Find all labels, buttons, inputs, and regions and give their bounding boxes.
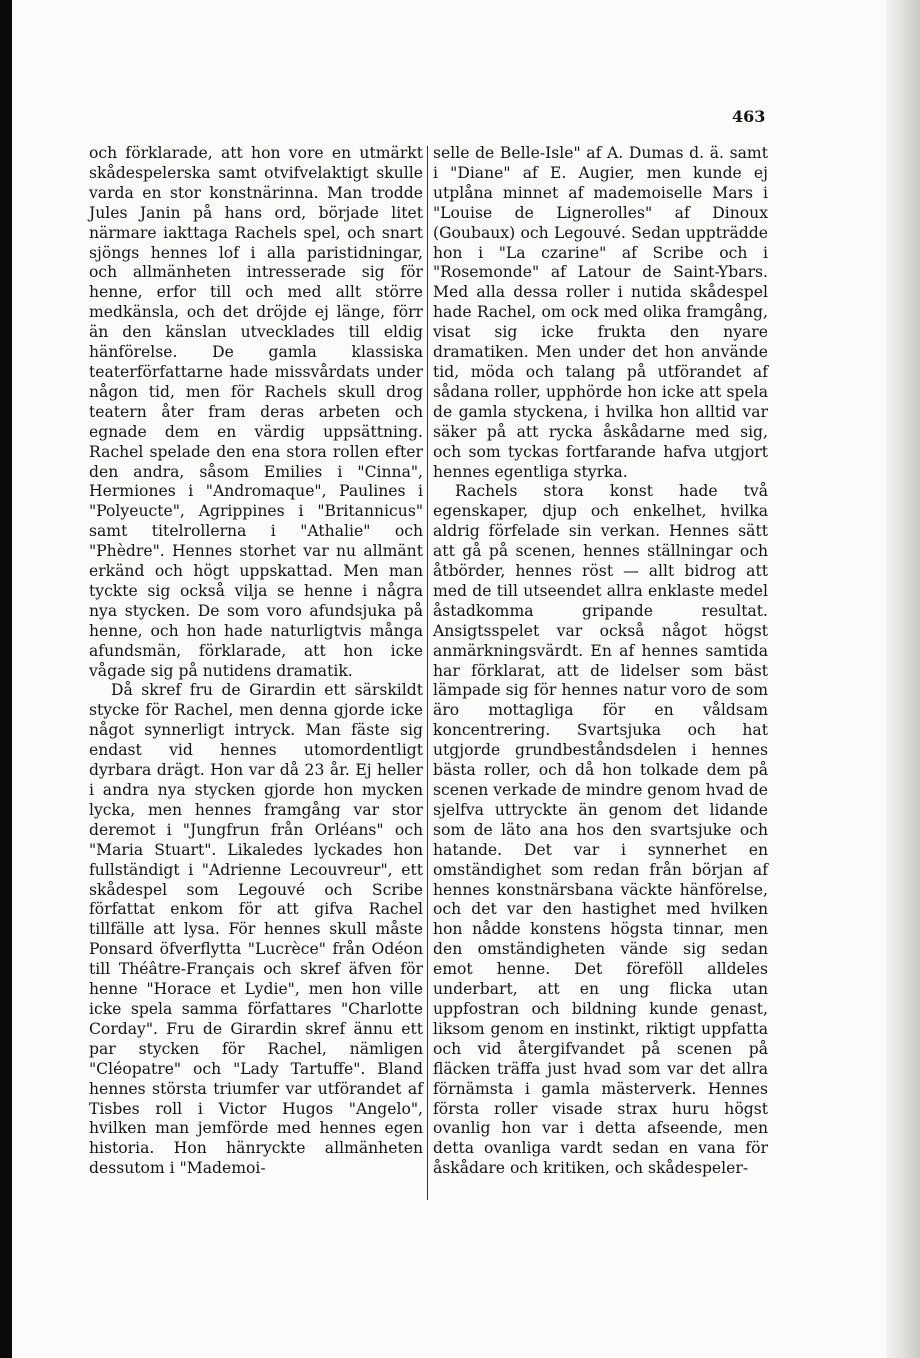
page-number: 463 (732, 107, 766, 126)
paragraph: selle de Belle-Isle" af A. Dumas d. ä. samt i "Diane" af E. Augier, men kunde ej utplåna minnet af mademoiselle Mars i "Louise de Lignerolles" af Dinoux (Goubaux) och Legouvé. Sedan uppträdde hon i "La czarine" af Scribe och i "Rosemonde" af Latour de Saint-Ybars. Med alla dessa roller i nutida skådespel hade Rachel, om ock med olika framgång, visat sig icke frukta den nyare dramatiken. Men under det hon använde tid, möda och talang på utförandet af sådana roller, upphörde hon icke att spela de gamla styckena, i hvilka hon alltid var säker på att rycka åskådarne med sig, och som tyckas fortfarande hafva utgjort hennes egentliga styrka. (433, 144, 768, 481)
scan-edge-right (886, 0, 920, 1358)
column-divider (427, 146, 428, 1200)
left-column (89, 144, 423, 1179)
right-column (433, 144, 768, 1179)
paragraph: Då skref fru de Girardin ett särskildt stycke för Rachel, men denna gjorde icke något synnerligt intryck. Man fäste sig endast vid hennes utomordentligt dyrbara drägt. Hon var då 23 år. Ej heller i andra nya stycken gjorde hon mycken lycka, men hennes framgång var stor deremot i "Jungfrun från Orléans" och "Maria Stuart". Likaledes lyckades hon fullständigt i "Adrienne Lecouvreur", ett skådespel som Legouvé och Scribe författat enkom för att gifva Rachel tillfälle att lysa. För hennes skull måste Ponsard öfverflytta "Lucrèce" från Odéon till Théâtre-Français och skref äfven för henne "Horace et Lydie", men hon ville icke spela samma författares "Charlotte Corday". Fru de Girardin skref ännu ett par stycken för Rachel, nämligen "Cléopatre" och "Lady Tartuffe". Bland hennes största triumfer var utförandet af Tisbes roll i Victor Hugos "Angelo", hvilken man jemförde med hennes egen historia. Hon hänryckte allmänheten dessutom i "Mademoi- (89, 681, 423, 1178)
scan-edge-left (0, 0, 12, 1358)
paragraph: och förklarade, att hon vore en utmärkt skådespelerska samt otvifvelaktigt skulle varda en stor konstnärinna. Man trodde Jules Janin på hans ord, började litet närmare iakttaga Rachels spel, och snart sjöngs hennes lof i alla paristidningar, och allmänheten intresserade sig för henne, erfor till och med allt större medkänsla, och det dröjde ej länge, förr än den känslan utvecklades till eldig hänförelse. De gamla klassiska teaterförfattarne hade missvårdats under någon tid, men för Rachels skull drog teatern åter fram deras arbeten och egnade dem en värdig uppsättning. Rachel spelade den ena stora rollen efter den andra, såsom Emilies i "Cinna", Hermiones i "Andromaque", Paulines i "Polyeucte", Agrippines i "Britannicus" samt titelrollerna i "Athalie" och "Phèdre". Hennes storhet var nu allmänt erkänd och högt uppskattad. Men man tyckte sig också vilja se henne i några nya stycken. De som voro afundsjuka på henne, och hon hade naturligtvis många afundsmän, förklarade, att hon icke vågade sig på nutidens dramatik. (89, 144, 423, 680)
paragraph: Rachels stora konst hade två egenskaper, djup och enkelhet, hvilka aldrig förfelade sin verkan. Hennes sätt att gå på scenen, hennes ställningar och åtbörder, hennes röst — allt bidrog att med de till utseendet allra enklaste medel åstadkomma gripande resultat. Ansigtsspelet var också något högst anmärkningsvärdt. En af hennes samtida har förklarat, att de lidelser som bäst lämpade sig för hennes natur voro de som äro mottagliga för en våldsam koncentrering. Svartsjuka och hat utgjorde grundbeståndsdelen i hennes bästa roller, och då hon tolkade dem på scenen verkade de mindre genom hvad de sjelfva uttryckte än genom det lidande som de läto ana hos den svartsjuke och hatande. Det var i synnerhet en omständighet som redan från början af hennes konstnärsbana väckte hänförelse, och det var den hastighet med hvilken hon nådde konstens högsta tinnar, men den omständigheten vände sig sedan emot henne. Det föreföll alldeles underbart, att en ung flicka utan uppfostran och bildning kunde genast, liksom genom en instinkt, riktigt uppfatta och vid återgifvandet på scenen på fläcken träffa just hvad som var det allra förnämsta i gamla mästerverk. Hennes första roller visade strax huru högst ovanlig hon var i detta afseende, men detta ovanliga vardt sedan en vana för åskådare och kritiken, och skådespeler- (433, 482, 768, 1178)
